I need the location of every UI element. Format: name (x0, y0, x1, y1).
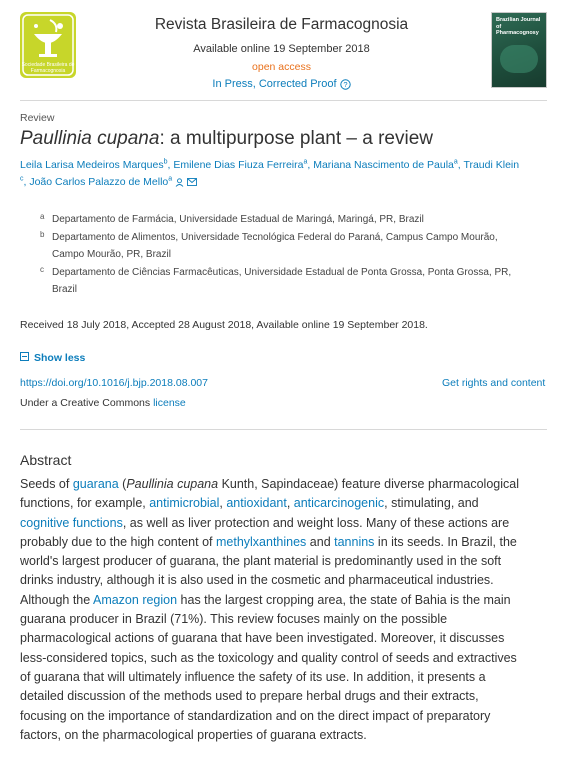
cover-graphic (500, 45, 538, 73)
open-access-label: open access (252, 61, 311, 73)
abstract-line (20, 687, 550, 706)
abstract-line (20, 571, 550, 590)
author-affil-sup: a (453, 158, 458, 166)
abstract-line (20, 533, 550, 552)
abstract-text: detailed discussion of the methods used to prepare herbal drugs and their extracts, (20, 689, 479, 704)
author-link[interactable]: Traudi Klein (463, 159, 520, 171)
title-rest: : a multipurpose plant – a review (159, 128, 433, 149)
affiliation-text: Departamento de Ciências Farmacêuticas, Universidade Estadual de Ponta Grossa, Ponta Grossa, PR, (52, 267, 512, 278)
abstract-text: Seeds of (20, 477, 73, 491)
abstract-text: , (219, 496, 227, 511)
abstract-term-link[interactable]: tannins (334, 534, 375, 549)
collapse-icon (20, 352, 29, 361)
abstract-body (20, 475, 550, 745)
affiliation-text: Departamento de Alimentos, Universidade Tecnológica Federal do Paraná, Campus Campo Mourão, (52, 232, 498, 243)
header-divider (20, 100, 547, 101)
abstract-term-link[interactable]: Amazon region (92, 592, 178, 607)
license-link[interactable]: license (153, 397, 186, 409)
abstract-text: in its seeds. In Brazil, the (374, 534, 517, 549)
affiliation-letter: b (40, 230, 45, 239)
abstract-text: probably due to the high content of (20, 534, 216, 549)
affiliation-text: Departamento de Farmácia, Universidade Estadual de Maringá, Maringá, PR, Brazil (52, 214, 424, 225)
abstract-line (20, 610, 550, 629)
abstract-text: factors, on the pharmacological properties of guarana extracts. (20, 727, 367, 742)
abstract-line (20, 629, 550, 648)
abstract-term-link[interactable]: antimicrobial (149, 496, 220, 511)
abstract-text: ( (118, 477, 127, 491)
affiliation-text: Brazil (52, 284, 78, 295)
abstract-text: , stimulating, and (384, 496, 479, 511)
abstract-divider (20, 429, 547, 430)
abstract-text: drinks industry, although it is also used in the cosmetic and pharmaceutical industries. (20, 573, 494, 588)
received-dates: Received 18 July 2018, Accepted 28 August 2018, Available online 19 September 2018. (20, 319, 428, 331)
abstract-line (20, 668, 550, 687)
journal-cover-image[interactable] (491, 12, 547, 88)
abstract-text: less-considered topics, such as the toxicology and quality control of seeds and extractives (20, 650, 517, 665)
affiliation-letter: a (40, 212, 45, 221)
in-press-status[interactable] (0, 78, 563, 90)
author-sep: , (23, 176, 30, 188)
abstract-text: world's largest producer of guarana, the plant material is predominantly used in the soft (20, 554, 502, 569)
person-icon[interactable] (175, 178, 184, 187)
abstract-text: focusing on the importance of standardization and on the direct impact of preparatory (20, 708, 491, 723)
author-link[interactable]: João Carlos Palazzo de Mello (29, 176, 169, 188)
abstract-text: Kunth, Sapindaceae) feature diverse pharmacological (218, 477, 519, 491)
title-species: Paullinia cupana (20, 128, 160, 149)
abstract-text: , as well as liver protection and weight loss. Many of these actions are (122, 515, 510, 530)
abstract-text: functions, for example, (20, 496, 150, 511)
abstract-text: has the largest cropping area, the state of Bahia is the main (177, 592, 511, 607)
abstract-line (20, 552, 550, 571)
doi-link[interactable]: https://doi.org/10.1016/j.bjp.2018.08.007 (20, 377, 208, 389)
article-title (20, 128, 433, 150)
email-icon[interactable] (187, 178, 197, 186)
author-affil-sup: a (168, 175, 173, 183)
abstract-term-link[interactable]: antioxidant (226, 496, 287, 511)
abstract-line (20, 649, 550, 668)
abstract-text: , (286, 496, 294, 511)
license-prefix: Under a Creative Commons (20, 397, 154, 409)
show-less-label: Show less (34, 352, 86, 364)
abstract-heading: Abstract (20, 452, 72, 468)
abstract-line (20, 475, 550, 494)
article-type: Review (20, 112, 55, 124)
author-sep: , (167, 159, 174, 171)
abstract-term-link[interactable]: guarana (72, 477, 119, 491)
abstract-line (20, 726, 550, 745)
abstract-line (20, 494, 550, 513)
abstract-text: pharmacological actions of guarana that have been investigated. Moreover, it discusses (20, 631, 505, 646)
author-affil-sup: a (303, 158, 308, 166)
abstract-text: Although the (20, 592, 93, 607)
author-link[interactable]: Mariana Nascimento de Paula (313, 159, 454, 171)
abstract-italic-text: Paullinia cupana (126, 477, 219, 491)
author-sep: , (457, 159, 464, 171)
show-less-button[interactable] (20, 352, 85, 364)
abstract-text: guarana producer in Brazil (71%). This review focuses mainly on the possible (20, 612, 448, 627)
author-link[interactable]: Emilene Dias Fiuza Ferreira (173, 159, 304, 171)
affiliation-letter: c (40, 265, 44, 274)
author-sep: , (307, 159, 314, 171)
abstract-line (20, 514, 550, 533)
abstract-text: and (306, 534, 335, 549)
logo-text: Sociedade Brasileira de Farmacognosia (21, 62, 75, 74)
author-affil-sup: c (20, 175, 24, 183)
journal-title[interactable]: Revista Brasileira de Farmacognosia (154, 16, 409, 33)
svg-text:?: ? (342, 79, 348, 89)
available-online-date: Available online 19 September 2018 (193, 43, 370, 55)
affiliation-text: Campo Mourão, PR, Brazil (52, 249, 171, 260)
abstract-text: of guarana that will ultimately influence the safety of its use. In addition, it presents a (20, 669, 486, 684)
abstract-line (20, 591, 550, 610)
in-press-link[interactable]: In Press, Corrected Proof (212, 78, 337, 90)
author-affil-sup: b (163, 158, 168, 166)
authors-line-2 (20, 176, 197, 188)
cover-title: Brazilian Journal of Pharmacognosy (496, 17, 541, 36)
author-link[interactable]: Leila Larisa Medeiros Marques (20, 159, 164, 171)
abstract-line (20, 707, 550, 726)
abstract-term-link[interactable]: cognitive functions (20, 515, 123, 530)
license-line (20, 397, 186, 409)
rights-link[interactable]: Get rights and content (442, 377, 546, 389)
authors-line-1 (20, 159, 519, 171)
abstract-term-link[interactable]: methylxanthines (215, 534, 307, 549)
help-icon[interactable] (340, 79, 351, 90)
abstract-term-link[interactable]: anticarcinogenic (293, 496, 385, 511)
